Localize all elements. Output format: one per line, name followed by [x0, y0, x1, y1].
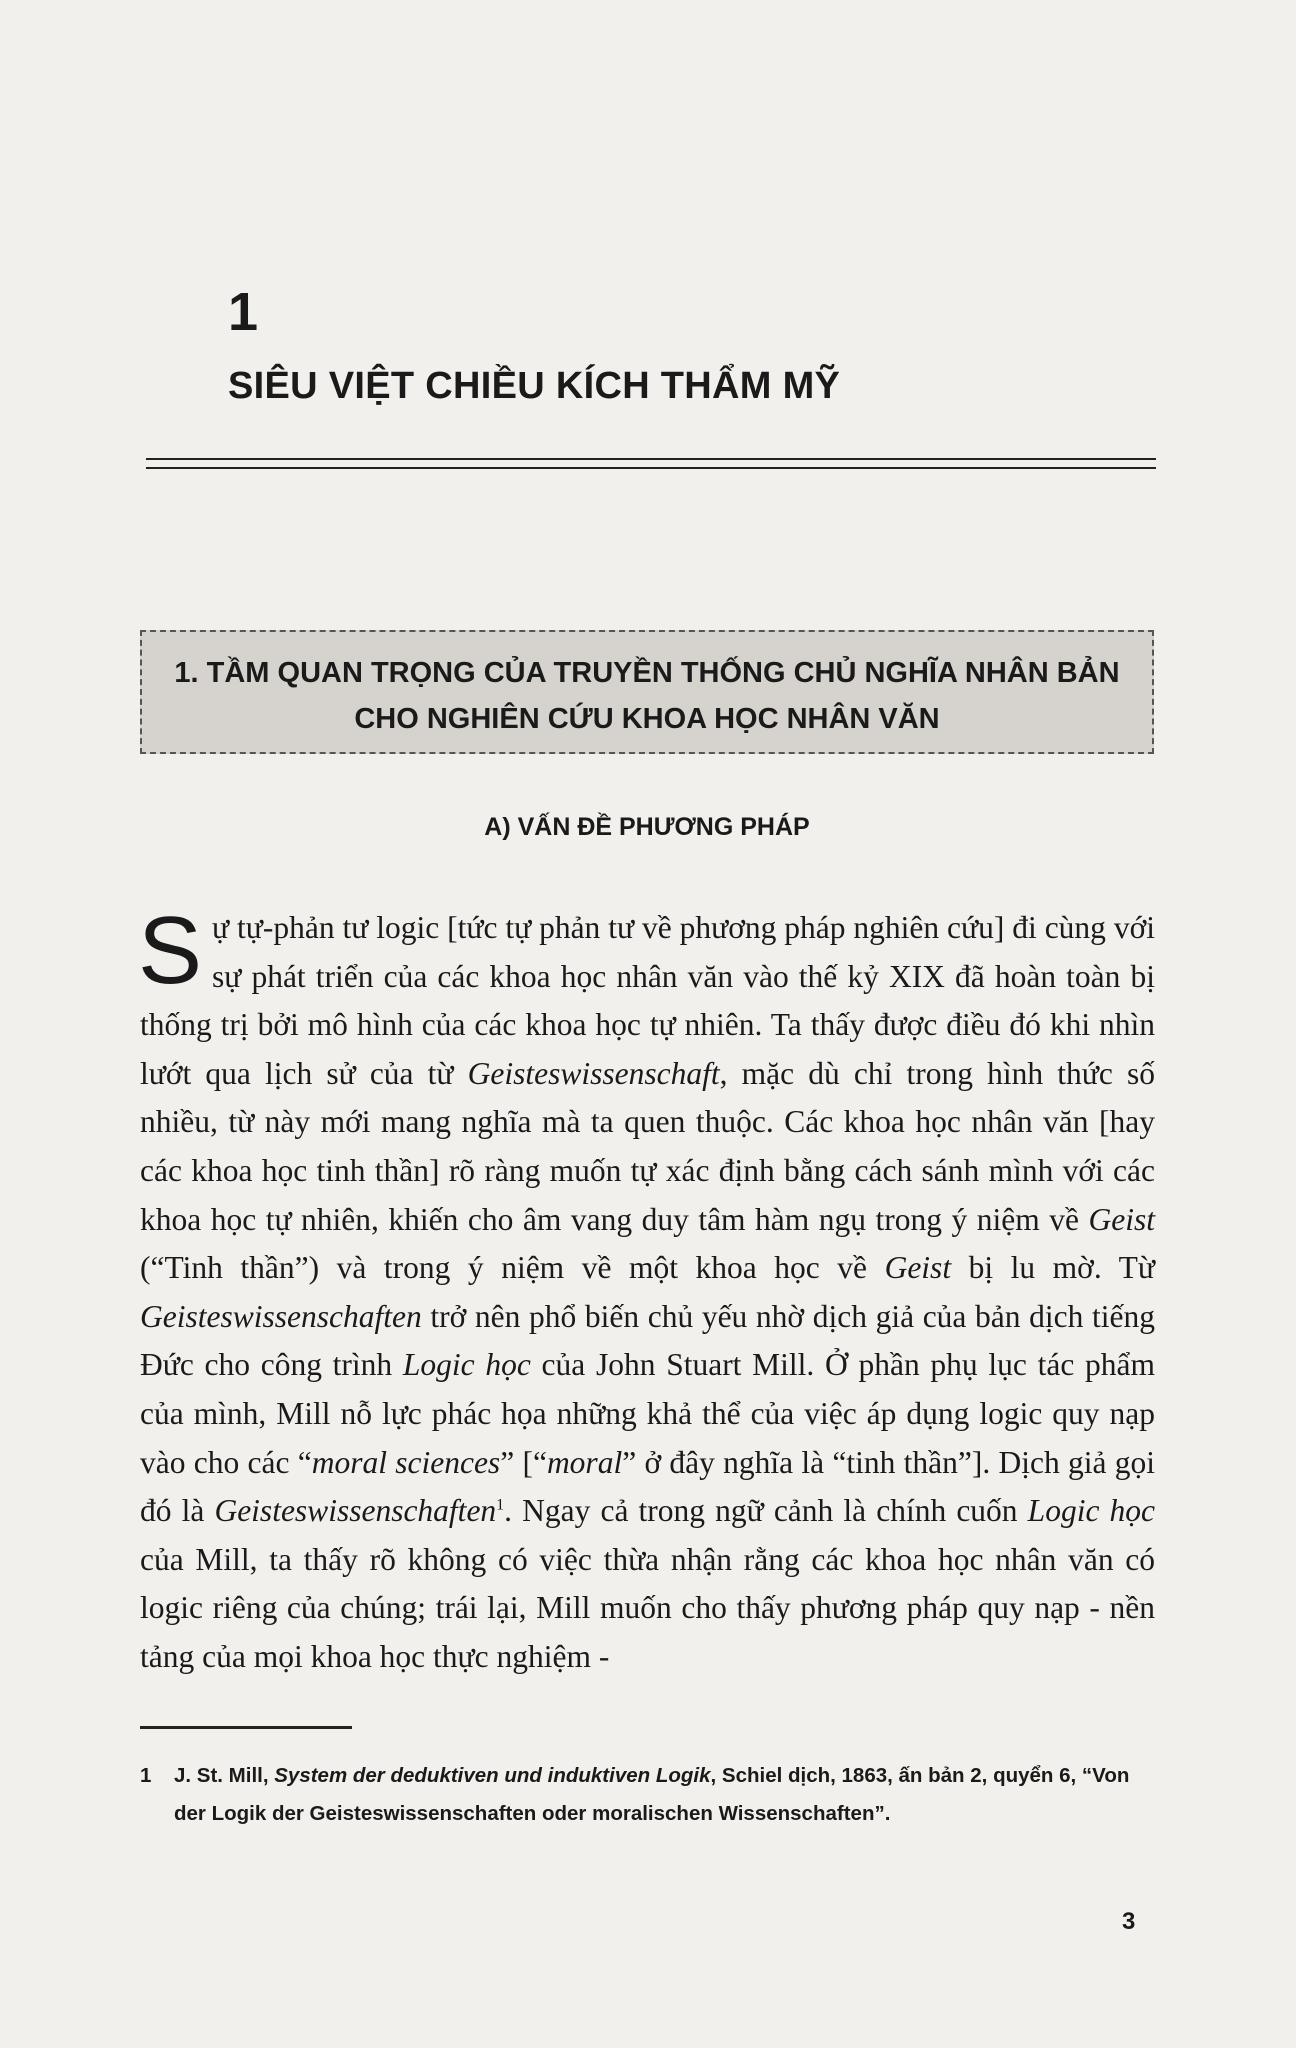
footnote-marker: 1: [496, 1496, 505, 1514]
chapter-divider: [146, 458, 1156, 469]
section-heading-line-2: CHO NGHIÊN CỨU KHOA HỌC NHÂN VĂN: [354, 703, 940, 735]
drop-cap: S: [138, 897, 203, 1004]
footnote-separator: [140, 1726, 352, 1729]
body-text-run: của John Stuart Mill. Ở phần phụ lục tác phẩm của mình, Mill nỗ lực phác họa những khả thể của việc áp dụng logic quy nạp vào cho các “: [140, 1347, 1155, 1480]
italic-term: Geisteswissenschaften: [140, 1298, 422, 1334]
body-text-run: bị lu mờ. Từ: [951, 1250, 1155, 1286]
body-paragraph: [138, 897, 1156, 1682]
italic-term: Geisteswissenschaft: [467, 1055, 720, 1091]
italic-term: Logic học: [1027, 1493, 1156, 1529]
footnote-text-run: J. St. Mill,: [174, 1764, 275, 1787]
italic-term: Geisteswissenschaften: [214, 1493, 497, 1529]
italic-term: Geist: [884, 1250, 952, 1286]
italic-term: Logic học: [402, 1347, 531, 1383]
body-text-run: trở nên phổ biến chủ yếu nhờ dịch giả của bản dịch tiếng Đức cho công trình: [140, 1298, 1155, 1383]
page-number: 3: [1122, 1908, 1136, 1935]
section-heading-box: [140, 630, 1154, 754]
body-text-run: , mặc dù chỉ trong hình thức số nhiều, từ này mới mang nghĩa mà ta quen thuộc. Các khoa học nhân văn [hay các khoa học tinh thần] rõ ràng muốn tự xác định bằng cách sánh mình với các khoa học tự nhiên, khiến cho âm vang duy tâm hàm ngụ trong ý niệm về: [140, 1055, 1155, 1237]
subsection-title: A) VẤN ĐỀ PHƯƠNG PHÁP: [484, 813, 810, 841]
footnote-text: [174, 1757, 1155, 1833]
italic-term: moral sciences: [311, 1444, 501, 1480]
body-text-run: (“Tinh thần”) và trong ý niệm về một khoa học về: [140, 1250, 885, 1286]
body-text-run: ự tự-phản tư logic [tức tự phản tư về phương pháp nghiên cứu] đi cùng với sự phát triển của các khoa học nhân văn vào thế kỷ XIX đã hoàn toàn bị thống trị bởi mô hình của các khoa học tự nhiên. Ta thấy được điều đó khi nhìn lướt qua lịch sử của từ: [140, 910, 1155, 1091]
footnote: [140, 1757, 1155, 1833]
chapter-number: 1: [228, 282, 259, 342]
footnote-text-run: , Schiel dịch, 1863, ấn bản 2, quyển 6, “Von der Logik der Geisteswissenschaften oder moralischen Wissenschaften”.: [174, 1764, 1130, 1825]
body-text-run: . Ngay cả trong ngữ cảnh là chính cuốn: [504, 1493, 1028, 1529]
footnote-number: 1: [140, 1764, 152, 1787]
body-text-run: ” ở đây nghĩa là “tinh thần”]. Dịch giả gọi đó là: [140, 1444, 1156, 1529]
body-text-run: của Mill, ta thấy rõ không có việc thừa nhận rằng các khoa học nhân văn có logic riêng của chúng; trái lại, Mill muốn cho thấy phương pháp quy nạp - nền tảng của mọi khoa học thực nghiệm -: [140, 1541, 1155, 1674]
italic-term: Geist: [1088, 1201, 1155, 1237]
footnote-italic-title: System der deduktiven und induktiven Logik: [274, 1764, 711, 1787]
section-heading-line-1: 1. TẦM QUAN TRỌNG CỦA TRUYỀN THỐNG CHỦ NGHĨA NHÂN BẢN: [174, 657, 1120, 689]
italic-term: moral: [546, 1444, 623, 1480]
body-text-run: ” [“: [500, 1444, 547, 1480]
chapter-title: SIÊU VIỆT CHIỀU KÍCH THẨM MỸ: [228, 365, 841, 407]
